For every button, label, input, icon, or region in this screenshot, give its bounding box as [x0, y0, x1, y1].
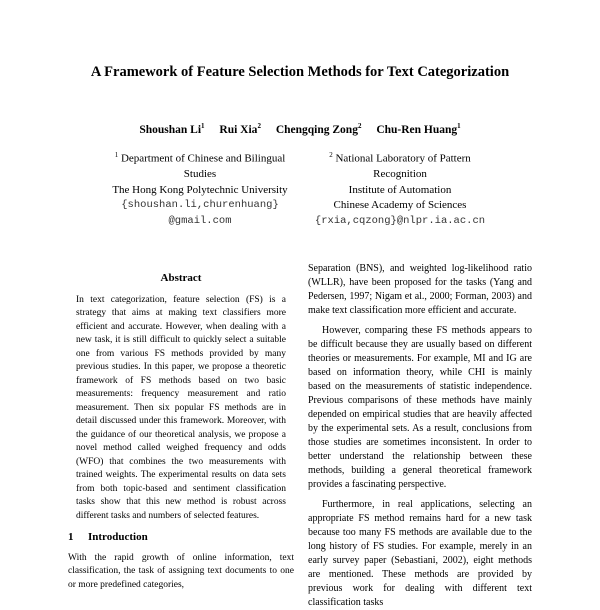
affiliation-left: $^1$ Department of Chinese and Bilingual Studies The Hong Kong Polytechnic University {shoushan.li,churenhuang} @gmail.com: [100, 148, 300, 229]
paragraph: Separation (BNS), and weighted log-likelihood ratio (WLLR), have been proposed for the tasks (Yang and Pedersen, 1997; Nigam et al., 2000; Forman, 2003) and make text classification more efficient and accurate.: [308, 263, 532, 316]
author: Rui Xia$^2$: [219, 122, 261, 136]
author: Chu-Ren Huang$^1$: [376, 122, 461, 136]
paragraph: However, comparing these FS methods appears to be difficult because they are usually based on different theories or measurements. For example, MI and IG are based on information theory, while CHI is mainly based on the measurements of statistic independence. Previous comparisons of these methods have mainly depended on empirical studies that are heavily affected by the experimental sets. As a result, conclusions from those studies are sometimes inconsistent. In order to better understand the relationship between these methods, building a general theoretical framework provides a fascinating perspective.: [308, 325, 532, 490]
email: @gmail.com: [168, 214, 232, 227]
right-column: [308, 262, 532, 610]
section-heading: 1 Introduction: [68, 531, 148, 543]
intro-text: With the rapid growth of online information, text classification, the task of assigning text documents to one or more predefined categories,: [68, 552, 294, 590]
paper-title: A Framework of Feature Selection Methods for Text Categorization: [90, 64, 510, 80]
abstract-heading: Abstract: [160, 272, 202, 284]
author: Shoushan Li$^1$: [139, 122, 205, 136]
abstract-text: In text categorization, feature selection (FS) is a strategy that aims at making text classifiers more efficient and accurate. However, when dealing with a new task, it is still difficult to quickly select a suitable one from various FS methods provided by many previous studies. In this paper, we propose a theoretic framework of FS methods based on two basic measurements: frequency measurement and ratio measurement. Then six popular FS methods are in detail discussed under this framework. Moreover, with the guidance of our theoretical analysis, we propose a novel method called weighed frequency and odds (WFO) that combines the two measurements with trained weights. The experimental results on data sets from both topic-based and sentiment classification tasks show that this new method is robust across different tasks and numbers of selected features.: [76, 294, 286, 521]
email: {rxia,cqzong}@nlpr.ia.ac.cn: [314, 214, 486, 227]
email: {shoushan.li,churenhuang}: [121, 199, 279, 212]
author: Chengqing Zong$^2$: [275, 122, 362, 136]
affiliation-right: $^2$ National Laboratory of Pattern Recognition Institute of Automation Chinese Academy of Sciences {rxia,cqzong}@nlpr.ia.ac.cn: [300, 148, 500, 229]
left-column: [68, 272, 294, 592]
paragraph: Furthermore, in real applications, selecting an appropriate FS method remains hard for a new task because too many FS methods are available due to the long history of FS studies. For example, merely in an early survey paper (Sebastiani, 2002), eight methods are mentioned. These methods are provided by previous work for dealing with different text classification tasks: [308, 499, 532, 608]
author-list: [0, 122, 600, 136]
